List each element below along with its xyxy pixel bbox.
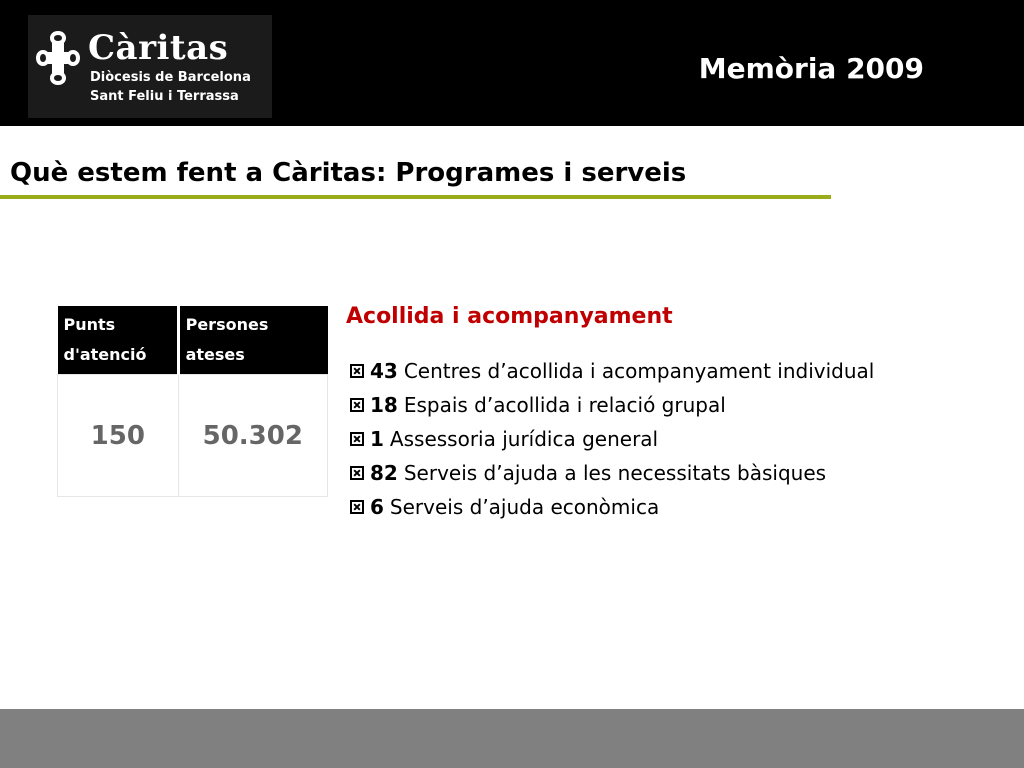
program-list bbox=[350, 354, 874, 524]
stats-value-row bbox=[58, 375, 328, 497]
item-count: 18 bbox=[370, 393, 398, 417]
item-label: Serveis d’ajuda econòmica bbox=[389, 495, 660, 519]
section-underline bbox=[0, 195, 831, 199]
list-item bbox=[350, 490, 874, 524]
checkbox-x-icon bbox=[350, 432, 364, 446]
list-item bbox=[350, 456, 874, 490]
checkbox-x-icon bbox=[350, 398, 364, 412]
item-label: Serveis d’ajuda a les necessitats bàsiques bbox=[403, 461, 827, 485]
item-count: 82 bbox=[370, 461, 398, 485]
list-item bbox=[350, 422, 874, 456]
header bbox=[0, 0, 1024, 126]
stats-header-people: Persones ateses bbox=[178, 306, 327, 375]
item-label: Centres d’acollida i acompanyament individual bbox=[403, 359, 875, 383]
cross-icon bbox=[32, 29, 84, 87]
program-title: Acollida i acompanyament bbox=[346, 304, 673, 329]
stats-value-people: 50.302 bbox=[178, 375, 327, 497]
item-label: Espais d’acollida i relació grupal bbox=[403, 393, 726, 417]
caritas-logo bbox=[28, 15, 272, 118]
stats-table bbox=[57, 306, 328, 497]
list-item bbox=[350, 388, 874, 422]
list-item bbox=[350, 354, 874, 388]
checkbox-x-icon bbox=[350, 500, 364, 514]
logo-name: Càritas bbox=[88, 28, 229, 68]
footer-bar bbox=[0, 709, 1024, 768]
section-title: Què estem fent a Càritas: Programes i serveis bbox=[10, 158, 687, 188]
checkbox-x-icon bbox=[350, 466, 364, 480]
stats-header-row bbox=[58, 306, 328, 375]
logo-subtitle-2: Sant Feliu i Terrassa bbox=[90, 89, 239, 104]
report-title: Memòria 2009 bbox=[698, 52, 924, 85]
item-count: 43 bbox=[370, 359, 398, 383]
item-label: Assessoria jurídica general bbox=[389, 427, 659, 451]
stats-header-points: Punts d'atenció bbox=[58, 306, 179, 375]
logo-subtitle-1: Diòcesis de Barcelona bbox=[90, 70, 251, 85]
item-count: 6 bbox=[370, 495, 384, 519]
stats-value-points: 150 bbox=[58, 375, 179, 497]
item-count: 1 bbox=[370, 427, 384, 451]
checkbox-x-icon bbox=[350, 364, 364, 378]
